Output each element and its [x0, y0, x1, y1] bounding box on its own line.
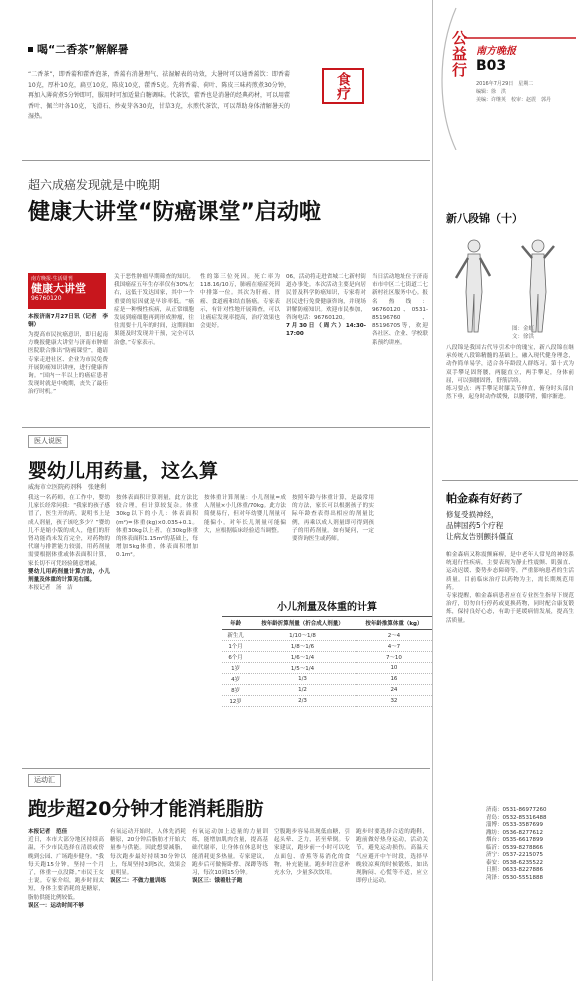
baduanjin-para2-text: 练习要点：两手攀足时膝关节伸直，俯身时头部自然下垂，起身时动作缓慢，以腰带臂，循序渐进。 [446, 386, 574, 401]
contact-line: 潍坊：0536-8277612 [486, 829, 543, 836]
section-tea [0, 0, 430, 160]
logo-top-text: 南方晚报·生活周刊 [31, 276, 73, 282]
divider [442, 480, 578, 481]
illustration-credit: 图：金虹 [512, 326, 535, 332]
running-col1-bold: 误区一：运动时间不够 [28, 902, 84, 909]
cancer-col2: 关于恶性肿瘤早期筛查的知识。我国癌症五年生存率仅有30%左右，远低于发达国家，其中一个重要的原因就是早诊率低。“癌症是一种慢性疾病，从正常细胞发展到癌细胞再到形成肿瘤，往往需要十几年的时间，这期间如果能及时发现并干预，完全可以治愈。”专家表示。 [114, 274, 194, 346]
tea-paragraph: “二香茶”，即香薷和藿香泡茶，香薷有消暑理气、祛湿解表的功效，大暑时可以通香薷饮：即香薷10克，厚朴10克，扁豆10克，陈皮10克，藿香5克。先将香薷、荷叶、陈皮三味药煎煮30分钟，再加入薄荷煮5分钟即可，服用时可加适量白糖调味。代茶饮，藿香也是消暑的经典药材，可以用藿香叶、佩兰叶各10克，飞滑石、炒麦芽各30克，甘草3克，水煎代茶饮，可以帮助身体清解暑天的湿热。 [28, 71, 290, 120]
table-cell: 1/3 [249, 674, 356, 685]
editor-credit: 编辑：徐 洪 [476, 89, 507, 95]
table-cell: 4岁 [222, 674, 249, 685]
infant-col4: 按照年龄与体重计算，是最常用的方法，家长可以根据孩子的实际年龄查表得出相应的剂量比例，再乘以成人剂量即可得到孩子的用药剂量。如有疑问，一定要咨询医生或药师。 [292, 495, 374, 543]
cancer-headline: 健康大讲堂“防癌课堂”启动啦 [28, 200, 321, 225]
table-cell: 1/2 [249, 685, 356, 696]
table-row [222, 641, 432, 652]
table-cell: 8岁 [222, 685, 249, 696]
table-header-cell: 年龄 [222, 617, 249, 630]
infant-col2: 按体表面积计算剂量，此方法比较合理，但计算较复杂。体重30kg以下的小儿：体表面积(m²)=体重(kg)×0.035+0.1。体重30kg以上者，在30kg体重的体表面积1.15m²的基础上，每增加5kg体重，体表面积增加0.1m²。 [116, 495, 198, 559]
table-cell: 1个月 [222, 641, 249, 652]
logo-name-text: 健康大讲堂 [31, 282, 86, 295]
baduanjin-headline: 新八段锦（十） [446, 212, 523, 225]
contact-line: 青岛：0532-85316488 [486, 814, 547, 821]
brand-header [436, 0, 580, 150]
running-col3 [192, 828, 268, 978]
stamp-text: 食疗 [335, 72, 351, 100]
section-name: 公益行 [450, 30, 468, 78]
dosage-table-title: 小儿剂量及体重的计算 [277, 602, 377, 613]
running-col5: 跑步时要选择合适的跑鞋，跑前做好热身运动，活动关节，避免运动损伤。高温天气应避开中午时段，选择早晚较凉爽的时候锻炼，如出现胸闷、心慌等不适，应立即停止运动。 [356, 829, 428, 885]
table-cell: 16 [356, 674, 432, 685]
table-cell: 1/8～1/6 [249, 641, 356, 652]
section-infant-dosage [0, 430, 430, 730]
event-date: 7月30日（周六）14:30-17:00 [286, 323, 366, 338]
bullet-item: 修复受损神经， [446, 510, 499, 519]
table-row [222, 652, 432, 663]
cancer-col4 [286, 273, 366, 339]
parkinson-para2-text: 专家提醒，帕金森病患者应在专业医生指导下规范治疗，切勿自行停药或更换药物，同时配合康复锻炼，保持良好心态，有助于延缓病情发展，提高生活质量。 [446, 593, 574, 624]
running-byline: 本报记者 范佳 [28, 829, 68, 835]
section-cancer-class [0, 165, 430, 425]
cancer-col5: 当日活动地址位于济南市市中区二七街道二七新村社区服务中心。报名热线：96760120、0531-85196760、85196705等，欢迎各社区、企业、学校联系预约讲座。 [372, 274, 428, 346]
running-col2-bold: 误区二：不做力量训练 [110, 878, 166, 885]
table-cell: 6个月 [222, 652, 249, 663]
infant-col3: 按体重计算剂量：小儿剂量=成人剂量×小儿体重/70kg。此方法简便易行，但对年幼婴儿剂量可能偏小，对年长儿剂量可能偏大，应根据临床经验适当调整。 [204, 495, 286, 534]
parkinson-para [446, 551, 574, 625]
table-row [222, 630, 432, 641]
contact-line: 临沂：0539-8278866 [486, 844, 543, 851]
section-running [0, 770, 430, 981]
infant-col1-text: 我这一名药师，在工作中，婴幼儿家长经常问我：“我家的孩子感冒了，医生开的药，说明书上是成人剂量，孩子该吃多少？”婴幼儿不是缩小版的成人，他们的肝肾功能尚未发育完全，对药物的代谢与排泄能力较弱，用药剂量需要根据体重或体表面积计算，家长切不可凭经验随意增减。 [28, 495, 110, 567]
running-col4: 空腹跑步容易出现低血糖，引起头晕、乏力，甚至晕倒。专家建议，跑步前一小时可以吃点面包、香蕉等易消化的食物，补充能量。跑步时注意补充水分，少量多次饮用。 [274, 829, 350, 877]
running-col2-text: 有氧运动开始时，人体先消耗糖原，20分钟后脂肪才开始大量参与供能。因此想要减脂，每次跑步最好持续30分钟以上，每周坚持3到5次，效果会更明显。 [110, 829, 186, 877]
paper-name: 南方晚报 [476, 46, 516, 57]
infant-headline: 婴幼儿用药量，这么算 [28, 460, 219, 482]
divider [22, 427, 430, 428]
table-header-cell: 按年龄推算体重（kg） [356, 617, 432, 630]
infant-col1-bold: 婴幼儿用药剂量计算方法，小儿剂量及体重的计算见右图。 [28, 568, 110, 584]
infant-col1-end: 本报记者 汤 洁 [28, 585, 73, 592]
running-col3-bold: 误区三：饿着肚子跑 [192, 878, 243, 885]
baduanjin-illustration [444, 232, 574, 342]
table-cell: 12岁 [222, 696, 249, 707]
cancer-col3: 性的第三位死因。死亡率为118.16/10万，肺癌在癌症死因中排第一位。其次为肝癌、胃癌、食道癌和结直肠癌。专家表示，有针对性地开展筛查，可以让癌症发现率提高，治疗效果也会更好。 [200, 274, 280, 330]
bullet-item: 品牌国药5个疗程 [446, 521, 504, 530]
parkinson-para-text: 帕金森病又称震颤麻痹，是中老年人常见的神经系统退行性疾病，主要表现为静止性震颤、肌强直、运动迟缓、姿势步态障碍等，严重影响患者的生活质量。目前临床治疗以药物为主，需长期规范用药。 [446, 552, 574, 591]
table-cell: 7～10 [356, 652, 432, 663]
tag-text: 医人说医 [34, 437, 62, 445]
running-col1-text: 近日，本市大部分地区持续高温，不少市民选择在清晨或傍晚到公园、广场跑步健身。“我每天跑15分钟，坚持一个月了，体重一点没降。”市民王女士说。专家介绍，跑步时间太短，身体主要消耗的是糖原，脂肪供能比例较低。 [28, 837, 104, 901]
cancer-byline [28, 313, 108, 329]
infant-byline: 威海市立医院药剂科 张建利 [28, 484, 107, 491]
table-cell: 1岁 [222, 663, 249, 674]
divider [22, 768, 430, 769]
tea-headline-text: 喝“二香茶”解解暑 [37, 43, 129, 56]
cancer-kicker: 超六成癌发现就是中晚期 [28, 178, 161, 192]
table-cell: 10 [356, 663, 432, 674]
proof-credit: 美编：许继英 校审：赵震 郭丹 [476, 97, 552, 103]
table-header-cell: 按年龄折算剂量（折合成人剂量） [249, 617, 356, 630]
infant-col1 [28, 494, 110, 592]
running-col2 [110, 828, 186, 978]
byline-text: 本报济南7月27日讯（记者 李铜） [28, 314, 108, 329]
tea-headline [28, 41, 128, 57]
contact-line: 日照：0633-8227886 [486, 867, 543, 873]
table-cell: 2/3 [249, 696, 356, 707]
col4-text: 06，活动将走进省城二七新村街道办事处。本次活动主要是向居民普及科学防癌知识，专家将对居民进行免费健康咨询，并现场讲解防癌知识。欢迎市民参加，咨询电话：96760120。 [286, 274, 366, 322]
contact-line: 济南：0531-86977260 [486, 807, 547, 813]
contact-line: 菏泽：0530-5551888 [486, 874, 543, 881]
column-divider [432, 0, 433, 981]
parkinson-headline: 帕金森有好药了 [446, 492, 523, 505]
table-cell: 4～7 [356, 641, 432, 652]
table-row [222, 685, 432, 696]
running-headline: 跑步超20分钟才能消耗脂肪 [28, 798, 264, 820]
dosage-table-grid [222, 616, 432, 707]
doctor-says-tag [28, 435, 68, 448]
contact-line: 泰安：0538-6235522 [486, 859, 543, 866]
running-col3-text: 有氧运动加上适量的力量训练，能增加肌肉含量，提高基础代谢率，让身体在休息时也能消耗更多热量。专家建议，跑步后可做俯卧撑、深蹲等练习，每次10到15分钟。 [192, 829, 268, 877]
section-baduanjin [436, 210, 580, 475]
parkinson-bullets [446, 509, 574, 542]
sidebar [436, 0, 580, 981]
contact-line: 淄博：0533-3587699 [486, 822, 543, 828]
logo-phone-text: 96760120 [31, 295, 62, 302]
page-number: B03 [476, 58, 507, 74]
contact-line: 济宁：0537-2215075 [486, 852, 543, 858]
baduanjin-para [446, 344, 574, 401]
cancer-col1: 为提高市民抗癌意识，即日起南方晚报健康大讲堂与济南市肿瘤医院联合推出“防癌课堂”，邀请专家走进社区、企业为市民免费开展防癌知识讲座，进行健康咨询。“国内一半以上的癌症患者发现时就是中晚期，丧失了最佳治疗时机。” [28, 332, 108, 396]
table-cell: 1/5～1/4 [249, 663, 356, 674]
baduanjin-para-text: 八段锦是我国古代导引术中的瑰宝，新八段锦在继承传统八段锦精髓的基础上，融入现代健身理念，动作简单易学，适合各年龄段人群练习。第十式为双手攀足固肾腰，两腿直立，两手攀足，身体前屈，可以强腰固肾，舒筋活络。 [446, 345, 574, 384]
table-row [222, 696, 432, 707]
table-row [222, 663, 432, 674]
health-lecture-logo [28, 273, 106, 309]
divider [22, 160, 430, 161]
headline-bullet-icon [28, 47, 33, 52]
table-cell: 新生儿 [222, 630, 249, 641]
exercise-tag [28, 774, 61, 787]
tag-text: 运动汇 [34, 776, 55, 784]
table-row [222, 674, 432, 685]
contact-line: 烟台：0535-6617899 [486, 837, 543, 843]
table-cell: 2～4 [356, 630, 432, 641]
issue-date: 2016年7月29日 星期二 [476, 81, 534, 87]
text-credit: 文：徐洪 [512, 334, 535, 340]
section-parkinson [436, 485, 580, 981]
table-cell: 24 [356, 685, 432, 696]
food-therapy-stamp [322, 68, 364, 104]
dosage-table [222, 598, 432, 707]
table-cell: 1/10～1/8 [249, 630, 356, 641]
running-col1 [28, 828, 104, 978]
parkinson-contacts [486, 807, 576, 882]
table-cell: 1/6～1/4 [249, 652, 356, 663]
bullet-item: 让病友告别颤抖僵直 [446, 532, 514, 541]
table-cell: 32 [356, 696, 432, 707]
